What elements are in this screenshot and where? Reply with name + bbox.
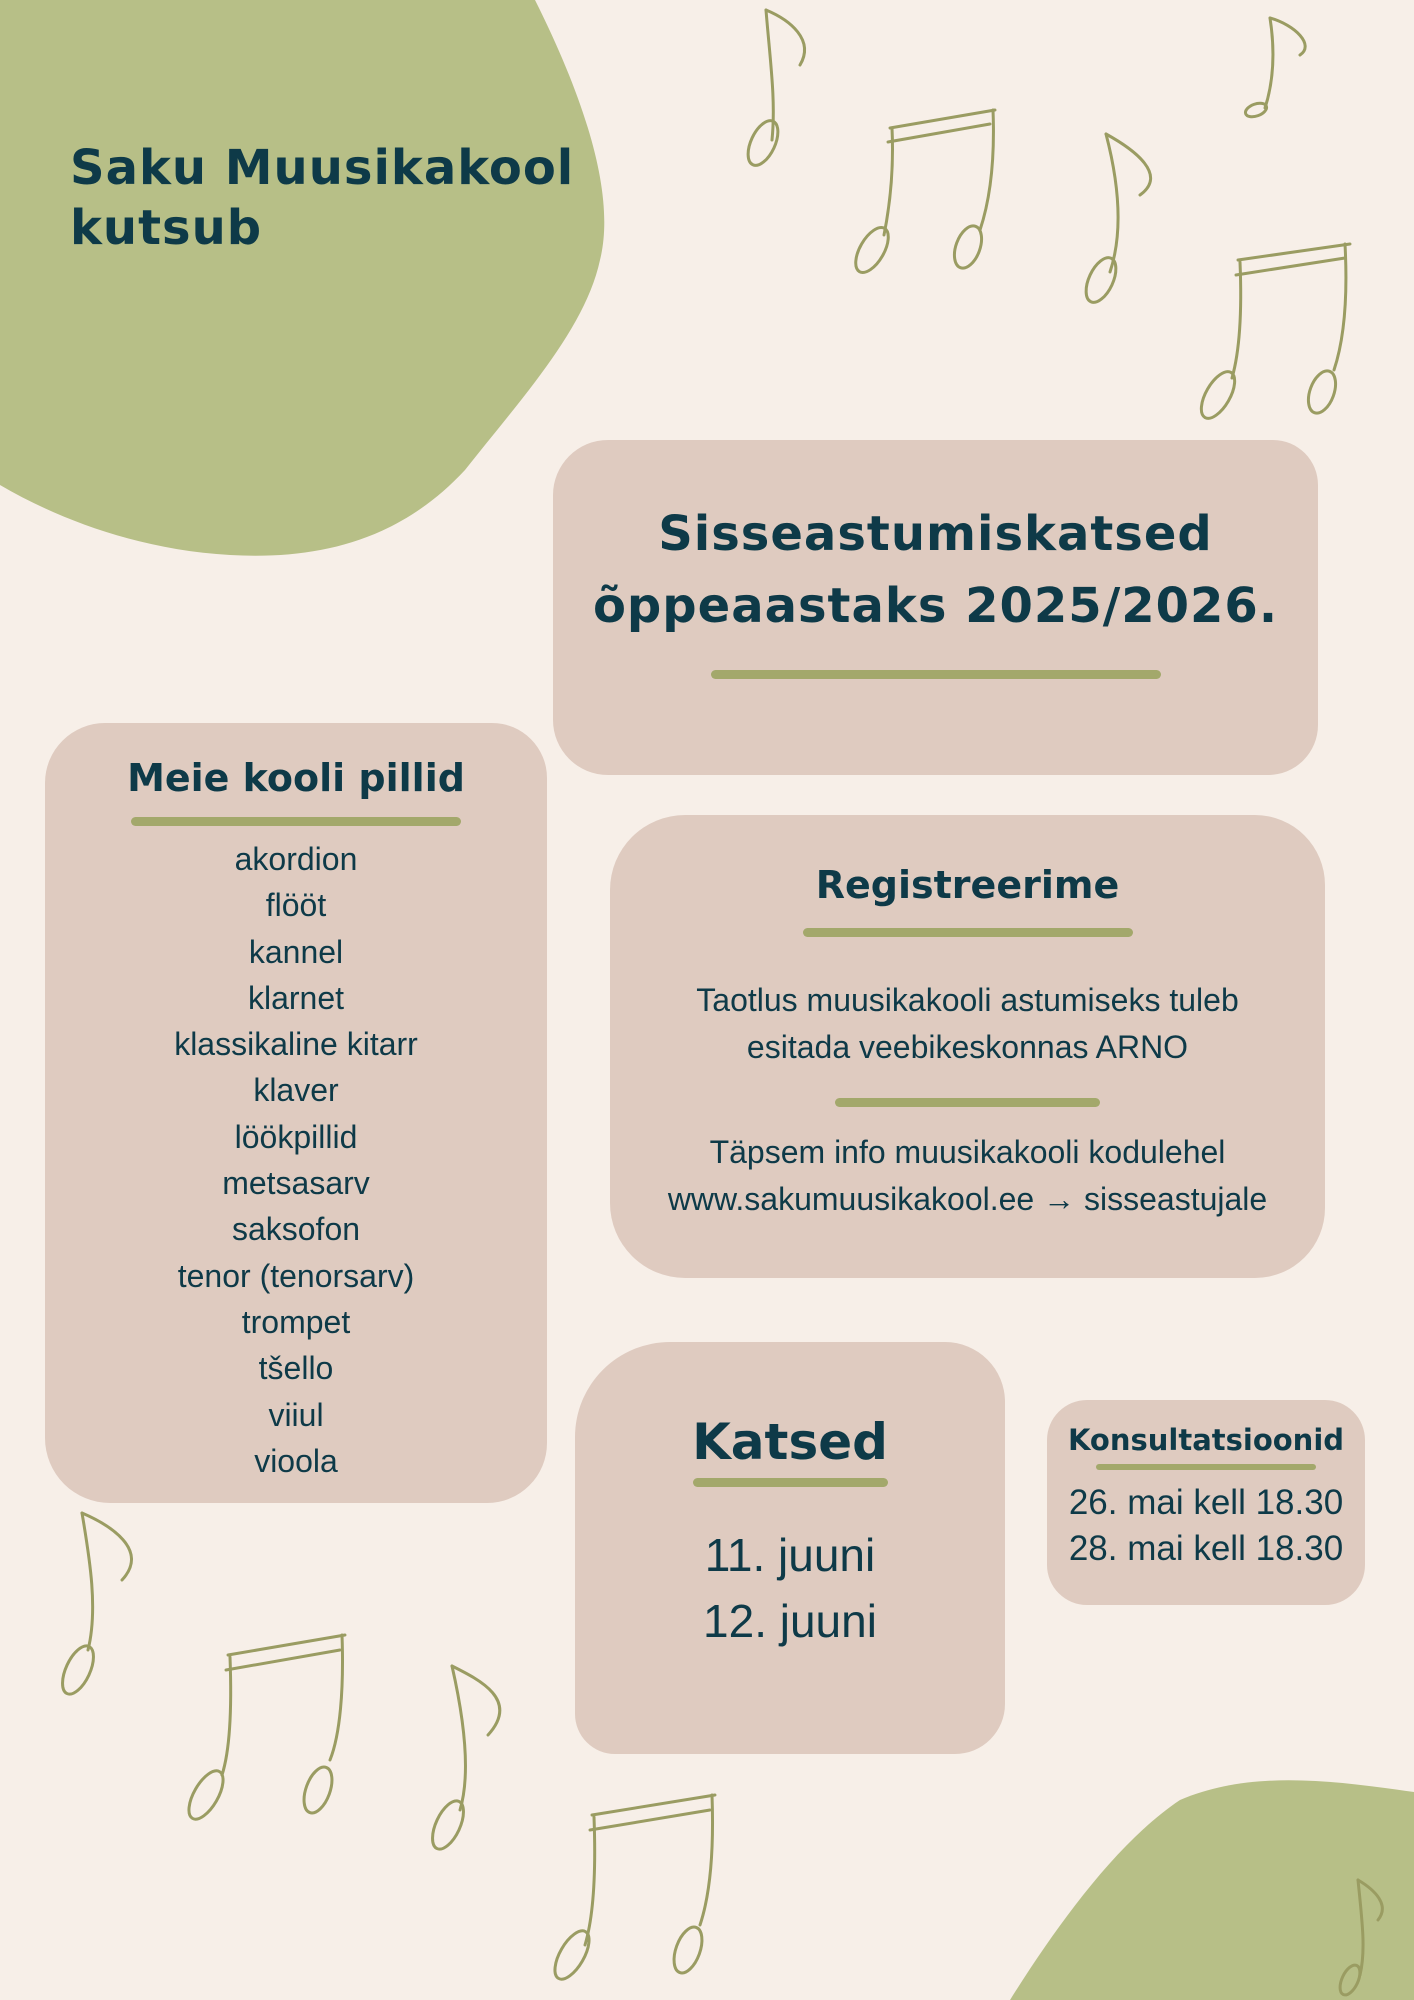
divider <box>1096 1464 1316 1470</box>
tests-dates <box>575 1522 1005 1654</box>
instrument-item: viiul <box>268 1396 324 1433</box>
instrument-item: flööt <box>265 887 327 924</box>
registration-text <box>610 977 1325 1071</box>
registration-title: Registreerime <box>815 863 1120 907</box>
instrument-item: vioola <box>254 1442 338 1479</box>
divider <box>835 1098 1100 1107</box>
divider <box>711 670 1161 679</box>
consultation-date: 26. mai kell 18.30 <box>1068 1483 1344 1522</box>
instrument-item: tšello <box>258 1350 334 1387</box>
tests-panel <box>575 1342 1005 1754</box>
instruments-title: Meie kooli pillid <box>127 756 465 800</box>
music-note-icon <box>56 1513 131 1699</box>
instrument-item: klassikaline kitarr <box>174 1026 418 1063</box>
school-title <box>70 138 574 258</box>
music-note-icon <box>1195 244 1350 424</box>
music-note-icon <box>849 110 995 278</box>
music-note-icon <box>548 1795 715 1984</box>
instrument-item: akordion <box>234 841 358 877</box>
instrument-item: saksofon <box>231 1211 361 1248</box>
admission-title-line2: õppeaastaks 2025/2026. <box>592 578 1279 634</box>
test-date: 11. juuni <box>704 1529 876 1581</box>
instrument-item: tenor (tenorsarv) <box>177 1257 415 1294</box>
registration-text-line1: Taotlus muusikakooli astumiseks tuleb <box>696 982 1239 1018</box>
instrument-item: metsasarv <box>222 1165 370 1202</box>
school-title-line1: Saku Muusikakool <box>70 140 575 196</box>
divider <box>803 928 1133 937</box>
music-note-icon <box>426 1666 500 1854</box>
instrument-item: klarnet <box>247 979 345 1016</box>
music-note-icon <box>182 1635 345 1824</box>
divider <box>693 1478 888 1487</box>
admission-title <box>553 440 1318 642</box>
admission-panel <box>553 440 1318 775</box>
instrument-item: kannel <box>248 933 344 970</box>
instrument-list <box>45 836 547 1484</box>
registration-info-line1: Täpsem info muusikakooli kodulehel <box>709 1134 1226 1170</box>
registration-website: www.sakumuusikakool.ee → sisseastujale <box>667 1181 1268 1217</box>
consultation-dates <box>1047 1480 1365 1572</box>
instrument-item: löökpillid <box>234 1118 358 1155</box>
admission-title-line1: Sisseastumiskatsed <box>658 506 1213 562</box>
instrument-item: trompet <box>241 1303 351 1340</box>
music-note-icon <box>1080 134 1151 307</box>
consultations-panel <box>1047 1400 1365 1605</box>
green-blob-top-left <box>0 0 604 556</box>
music-note-icon <box>742 10 805 170</box>
registration-text-line2: esitada veebikeskonnas ARNO <box>746 1029 1189 1065</box>
consultations-title: Konsultatsioonid <box>1067 1423 1345 1457</box>
registration-panel <box>610 815 1325 1278</box>
tests-title: Katsed <box>692 1413 888 1471</box>
consultation-date: 28. mai kell 18.30 <box>1068 1529 1344 1568</box>
green-blob-bottom-right <box>1010 1780 1414 2000</box>
divider <box>131 817 461 826</box>
school-title-line2: kutsub <box>70 200 263 256</box>
music-note-icon <box>1244 18 1306 119</box>
test-date: 12. juuni <box>703 1595 877 1647</box>
instrument-item: klaver <box>253 1072 339 1109</box>
instruments-panel <box>45 723 547 1503</box>
registration-info <box>610 1129 1325 1223</box>
